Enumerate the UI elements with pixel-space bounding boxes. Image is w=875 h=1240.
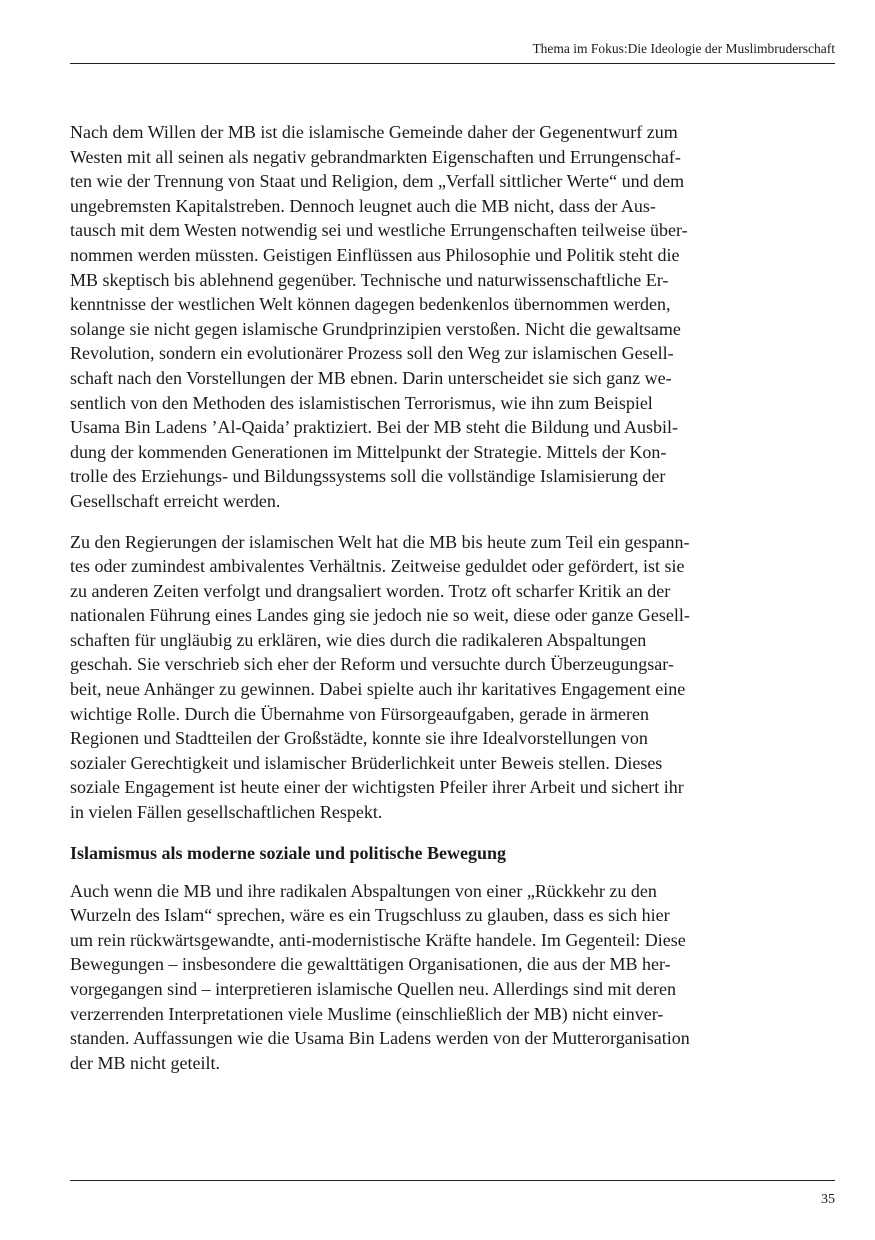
text-line: MB skeptisch bis ablehnend gegenüber. Technische und naturwissenschaftliche Er-: [70, 269, 669, 290]
text-line: tes oder zumindest ambivalentes Verhältnis. Zeitweise geduldet oder gefördert, ist sie: [70, 556, 685, 577]
text-line: Bewegungen – insbesondere die gewalttätigen Organisationen, die aus der MB her-: [70, 954, 671, 975]
text-line: schaften für ungläubig zu erklären, wie dies durch die radikaleren Abspaltungen: [70, 629, 647, 650]
paragraph-2: [70, 530, 770, 825]
text-line: Auch wenn die MB und ihre radikalen Abspaltungen von einer „Rückkehr zu den: [70, 880, 657, 901]
text-line: schaft nach den Vorstellungen der MB ebnen. Darin unterscheidet sie sich ganz we-: [70, 367, 672, 388]
text-line: Usama Bin Ladens ’Al-Qaida’ praktiziert. Bei der MB steht die Bildung und Ausbil-: [70, 417, 679, 438]
text-line: standen. Auffassungen wie die Usama Bin Ladens werden von der Mutterorganisation: [70, 1028, 690, 1049]
text-line: tausch mit dem Westen notwendig sei und westliche Errungenschaften teilweise über-: [70, 220, 688, 241]
text-line: Revolution, sondern ein evolutionärer Prozess soll den Weg zur islamischen Gesell-: [70, 343, 674, 364]
header-rule: [70, 63, 835, 64]
body-text: [70, 120, 770, 1091]
paragraph-1: [70, 120, 770, 514]
text-line: beit, neue Anhänger zu gewinnen. Dabei spielte auch ihr karitatives Engagement eine: [70, 679, 686, 700]
text-line: nationalen Führung eines Landes ging sie jedoch nie so weit, diese oder ganze Gesell-: [70, 605, 690, 626]
text-line: Nach dem Willen der MB ist die islamische Gemeinde daher der Gegenentwurf zum: [70, 122, 678, 142]
text-line: Westen mit all seinen als negativ gebrandmarkten Eigenschaften und Errungenschaf-: [70, 146, 681, 167]
text-line: solange sie nicht gegen islamische Grundprinzipien verstoßen. Nicht die gewaltsame: [70, 318, 681, 339]
section-heading: Islamismus als moderne soziale und politische Bewegung: [70, 842, 507, 863]
text-line: Wurzeln des Islam“ sprechen, wäre es ein Trugschluss zu glauben, dass es sich hier: [70, 905, 670, 926]
text-line: vorgegangen sind – interpretieren islamische Quellen neu. Allerdings sind mit deren: [70, 979, 677, 999]
text-line: sentlich von den Methoden des islamistischen Terrorismus, wie ihn zum Beispiel: [70, 392, 653, 413]
text-line: trolle des Erziehungs- und Bildungssystems soll die vollständige Islamisierung der: [70, 466, 666, 487]
text-line: verzerrenden Interpretationen viele Muslime (einschließlich der MB) nicht einver-: [70, 1003, 664, 1024]
text-line: um rein rückwärtsgewandte, anti-modernistische Kräfte handele. Im Gegenteil: Diese: [70, 929, 686, 950]
text-line: Gesellschaft erreicht werden.: [70, 490, 281, 511]
text-line: der MB nicht geteilt.: [70, 1052, 220, 1073]
text-line: nommen werden müssten. Geistigen Einflüssen aus Philosophie und Politik steht die: [70, 244, 680, 265]
text-line: geschah. Sie verschrieb sich eher der Reform und versuchte durch Überzeugungsar-: [70, 654, 674, 675]
text-line: wichtige Rolle. Durch die Übernahme von Fürsorgeaufgaben, gerade in ärmeren: [70, 703, 649, 724]
running-header: Thema im Fokus:Die Ideologie der Muslimbruderschaft: [532, 41, 835, 56]
text-line: soziale Engagement ist heute einer der wichtigsten Pfeiler ihrer Arbeit und sichert ihr: [70, 777, 684, 798]
footer-rule: [70, 1180, 835, 1181]
page-number: 35: [821, 1192, 835, 1207]
text-line: kenntnisse der westlichen Welt können dagegen bedenkenlos übernommen werden,: [70, 294, 671, 315]
text-line: dung der kommenden Generationen im Mittelpunkt der Strategie. Mittels der Kon-: [70, 441, 667, 462]
text-line: ten wie der Trennung von Staat und Religion, dem „Verfall sittlicher Werte“ und dem: [70, 171, 685, 192]
text-line: zu anderen Zeiten verfolgt und drangsaliert worden. Trotz oft scharfer Kritik an der: [70, 580, 671, 601]
paragraph-3: [70, 879, 770, 1076]
text-line: in vielen Fällen gesellschaftlichen Respekt.: [70, 802, 383, 823]
text-line: Zu den Regierungen der islamischen Welt hat die MB bis heute zum Teil ein gespann-: [70, 531, 690, 552]
text-line: sozialer Gerechtigkeit und islamischer Brüderlichkeit unter Beweis stellen. Dieses: [70, 752, 663, 773]
text-line: Regionen und Stadtteilen der Großstädte, konnte sie ihre Idealvorstellungen von: [70, 728, 648, 749]
text-line: ungebremsten Kapitalstreben. Dennoch leugnet auch die MB nicht, dass der Aus-: [70, 195, 656, 216]
